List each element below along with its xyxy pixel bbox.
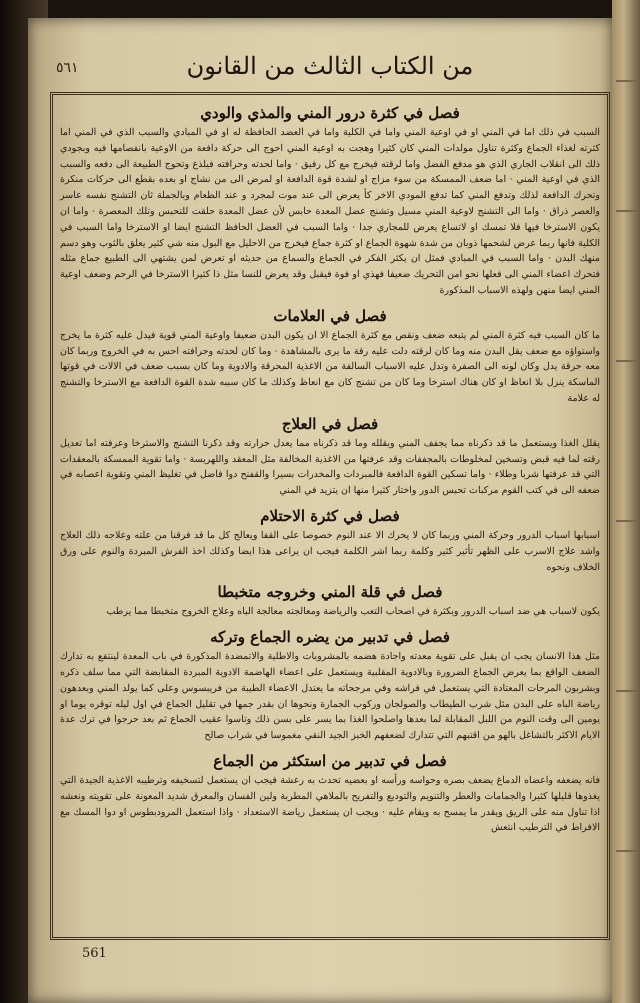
page-header: [50, 46, 610, 90]
section: [60, 507, 600, 575]
section: [60, 752, 600, 836]
section-body: مثل هذا الانسان يجب ان يقبل على تقوية معدته واجادة هضمه بالمشروبات والاطلية والاتمضدة المذكورة في باب المعدة لينتفع به تدارك الضعف الواقع بما يعرض الجماع الضرورة وبالادوية المقلبية ويستعمل على اعضاء الهاضمة الادوية المبردة المقابضة التي مما سلف ذكره وبشربون المرحات المعتادة التي يستعمل في فراشه وفي مرجحاته ما يعتدل الاعضاء الطيبة من فريبسوس وعلى كما يولد المني وبعدهون رياضة الباه على البدن مثل شرب الطيطاب والصولجان وركوب الجمارة ونحوها ان بقدر جمها في تقليل الجماع في اول ليله توقره يوما او يومين الى وقت النوم من اللبل المقابلة لما بعدها واصلحوا الغذا بما يسر على بسن ذلك وتاسوا عقيب الجماع ثم بعد حرجوا في ترك عدة الايام الاكثر بالتشاغل بالهو من اقتبهم التي تتدارك لضعفهم الخبز الجيد النقي مغموسا في شراب صالح: [60, 651, 600, 742]
section: [60, 628, 600, 744]
section-title: فصل في كثرة الاحتلام: [260, 506, 400, 525]
page-number-bottom: 561: [82, 946, 107, 961]
running-title: من الكتاب الثالث من القانون: [186, 52, 474, 80]
section: [60, 307, 600, 407]
section-title: فصل في العلاج: [281, 414, 379, 433]
section: [60, 415, 600, 499]
section-title: فصل في تدبير من استكثر من الجماع: [213, 751, 447, 770]
section-body: السبب في ذلك اما في المني او في اوعية المني واما في الكلية واما في العضد الحافظة له او في المبادي والسبب الذي في المني اما كثرته لغذاء الجماع وكثرة تناول مولدات المني كان كثيرا وهجت به اوعية المني احوج الى حركة دافعة من الاوعية بانفصامها فيه وبجودي ذلك الى انقلاب الجاري الذي هو مدفع الفضل واما لرقته فيخرج مع كل رفيق · واما لحدته وحرافته فيلذع وتحوج الطبيعة الى دفعه والسبب الذي في اوعية المني · اما ضعف الممسكة من سوء مزاج او لشدة قوة الدافعة او لمرض الى من نشاج او بعده بقطع الى حركات منكرة وتحرك الدافعة لذلك وتدفع المني كما تدفع المودي الاخر كأ يعرض الى عند موت لمجرد و عند الطعام وبالجملة ثان التشنج نفسه عاسر والعصر ذراق · واما الى التشنج لاوعية المني مسيل وتشنج عضل المعدة حابس لأن عضل المعدة حلقت للتحبس وتلك المعصرة · واما ان يكون الاسترخا فيها فلا تمسك او لاتساع يعرض للمجاري جدا · واما السبب في العضل الحافظ التشنج ايضا او الاسترخا واما السبب في الكلية فانها ربما عرض لشحمها ذوبان من شدة شهوة الجماع او كثرة جماع فيخرج من الاحليل مع البول منه شي كثير يعلق بالثوب وهو دسم منهك البدن · واما السبب في المبادي فمثل ان يكثر الفكر في الجماع والسماع من حديثه او تعرض لمن يشتهي الى الطبيع جماع مثله فتحرك اعضاء المني الى فعلها نحو امن التحريك ضعيفا فهذي او فوة فيقبل وقد يعرض للنسا مثل ذا كثيرا الاسترخا في الرحم وضعف اوعية المني ايضا منهن ولهذه الاسباب المذكورة: [60, 127, 600, 296]
section-title: فصل في تدبير من يضره الجماع وتركه: [210, 628, 450, 647]
facing-page-edge: [612, 0, 640, 1003]
section-body: اسبابها اسباب الدرور وحركة المني وربما كان لا يحرك الا عند النوم خصوصا على القفا ويعالج كل ما قد فرقنا من علته وعلاجه ذلك العلاج واشد علاج الاسرب على الظهر تأثير كثير وكلمة ربما اشر الكلمة فيجب ان يراعى هذا ايضا وكذلك اخذ الفرش المبردة والنوم على ورق الخلاف ونحوه: [60, 529, 600, 573]
section-title: فصل في العلامات: [273, 306, 387, 325]
section: [60, 104, 600, 299]
section-title: فصل في كثرة درور المني والمذي والودي: [200, 104, 460, 122]
section-body: يكون لاسباب هي ضد اسباب الدرور وبكثرة في اصحاب التعب والرياضة ومعالجته معالجة الباه وعلاج الخروج متخبطا مما يرطب: [106, 606, 600, 618]
section: [60, 583, 600, 620]
text-block: [60, 102, 600, 932]
section-body: ما كان السبب فيه كثرة المني لم يتبعه ضعف ونقص مع كثرة الجماع الا ان يكون البدن ضعيفا واوعية المني قوية فيدل عليه كثرة ما يخرج واستواؤه مع ضعف يقل البدن منه وما كان لرقته دلت عليه رقة ما يرى بالمشاهدة · وما كان لحدته وحرافته احس به في الخروج وربما كان معه حرقة يدل وكان لونه الى الصفرة وتدل عليه الاسباب السالفة من الاغذية المحرقة والادوية وما كان بسبب ضعف في الالات في قوتها الماسكة ينزل بلا انعاظ او كان هناك استرخا وما كان من تشنج كان مع انعاظ وكذلك ما كان سببه شدة القوة الدافعة مع الاسترخا والتشنج له علامة: [60, 329, 600, 404]
section-body: يقلل الغذا ويستعمل ما قد ذكرناه مما يجفف المني ويقلله وما قد ذكرناه مما يعدل حرارته وقد ذكرنا التشنج والاسترخا وعرفته اما تعديل رقته لما فيه قبض وتسخين لمخلوطات بالمجففات وقد عرفتها من الاغذية المخالفة مثل المعقد واللهريسة · واما تقوية الممسكة بالمعقدات التي قد عرفتها شربا وطلاء · واما تسكين القوة الدافعة فالمبردات والمخدرات بسيرا والقفنح دوا فاضل في تغليظ المني وتقوية اعصابه في ضعفه الى في كتب القوم مركبات تحبس الدور واختار كثيرا منها ان يتزيد في المني: [60, 437, 600, 497]
section-title: فصل في قلة المني وخروجه متخبطا: [217, 583, 443, 602]
section-body: فانه يضعفه واعضاه الدماغ يضعف بصره وحواسه ورأسه او بعضيه تحدث به رعشة فيجب ان يستعمل لتسخيفه وترطيبه الاغذية الجيدة التي يغذوها قليلها كثيرا والجمامات والعطر والتنويم والتوديع والتفريح بالملاهي المطربة ولين الفسان والمعرق شديد المعونة على تقويته ونعشه اذا تناول منه على الريق ويقدر ما يمسح به ويقام عليه · ويجب ان يستعمل رياضة الاستعداد · واذا استعمل المرودبطوس او دوا المسك مع الافراط في الترطيب انتعش: [60, 774, 600, 834]
page-number-top: ٥٦١: [56, 60, 79, 76]
